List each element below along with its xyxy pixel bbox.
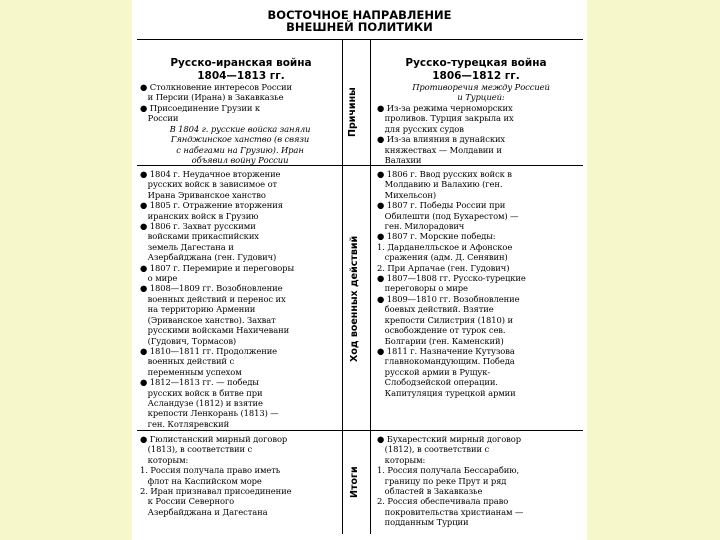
page-title: ВОСТОЧНОЕ НАПРАВЛЕНИЕ	[267, 8, 452, 22]
results-left-text: ● Гюлистанский мирный договор (1813), в соответствии с которым: 1. Россия получала право иметь флот на Каспийском море 2. Иран признавал присоединение к России Северного Азербайджана и Дагестана	[140, 434, 292, 517]
causes-left-italic: В 1804 г. русские войска заняли Гянджинское ханство (в связи с набегами на Грузию). Иран объявил войну России	[169, 124, 311, 166]
left-war-name: Русско-иранская война	[170, 57, 312, 69]
column-divider-left	[342, 39, 343, 534]
course-left-text: ● 1804 г. Неудачное вторжение русских войск в зависимое от Ирана Эриванское ханство ● 1805 г. Отражение вторжения иранских войск в Грузию ● 1806 г. Захват русскими войсками прикаспийских земель Дагестана и Азербайджана (ген. Гудович) ● 1807 г. Перемирие и переговоры о мире ● 1808—1809 гг. Возобновление военных действий и перенос их на территорию Армении (Эриванское ханство). Захват русскими войсками Нахичевани (Гудович, Тормасов) ● 1810—1811 гг. Продолжение военных действий с переменным успехом ● 1812—1813 гг. — победы русских войск в битве при Асландузе (1812) и взятие крепости Ленкорань (1813) — ген. Котляревский	[140, 169, 295, 429]
course-right-text: ● 1806 г. Ввод русских войск в Молдавию и Валахию (ген. Михельсон) ● 1807 г. Победы России при Обилешти (под Бухарестом) — ген. Милорадович ● 1807 г. Морские победы: 1. Дарданелльское и Афонское сражения (адм. Д. Сенявин) 2. При Арпачае (ген. Гудович) ● 1807—1808 гг. Русско-турецкие переговоры о мире ● 1809—1810 гг. Возобновление боевых действий. Взятие крепости Силистрия (1810) и освобождение от турок сев. Болгарии (ген. Каменский) ● 1811 г. Назначение Кутузова главнокомандующим. Победа русской армии в Рущук- Слободзейской операции. Капитуляция турецкой армии	[377, 169, 526, 398]
causes-left-text: ● Столкновение интересов России и Персии (Ирана) в Закавказье ● Присоединение Грузии к России	[140, 82, 292, 124]
column-divider-right	[370, 39, 371, 534]
causes-right-italic: Противоречия между Россией и Турцией:	[412, 82, 550, 103]
title-underline	[137, 39, 583, 40]
row-label-course: Ход военных действий	[349, 235, 360, 362]
page-subtitle: ВНЕШНЕЙ ПОЛИТИКИ	[286, 20, 433, 34]
results-right-text: ● Бухарестский мирный договор (1812), в соответствии с которым: 1. Россия получала Бессарабию, границу по реке Прут и ряд областей в Закавказье 2. Россия обеспечивала право покровительства христианам — подданным Турции	[377, 434, 524, 528]
right-war-name: Русско-турецкая война	[405, 57, 547, 69]
row-label-causes: Причины	[347, 87, 358, 137]
row-label-results: Итоги	[349, 466, 360, 498]
right-war-years: 1806—1812 гг.	[432, 70, 520, 82]
row-divider-course	[137, 430, 583, 431]
causes-right-text: ● Из-за режима черноморских проливов. Турция закрыла их для русских судов ● Из-за влияния в дунайских княжествах — Молдавии и Валахии	[377, 103, 514, 166]
left-war-years: 1804—1813 гг.	[197, 70, 285, 82]
